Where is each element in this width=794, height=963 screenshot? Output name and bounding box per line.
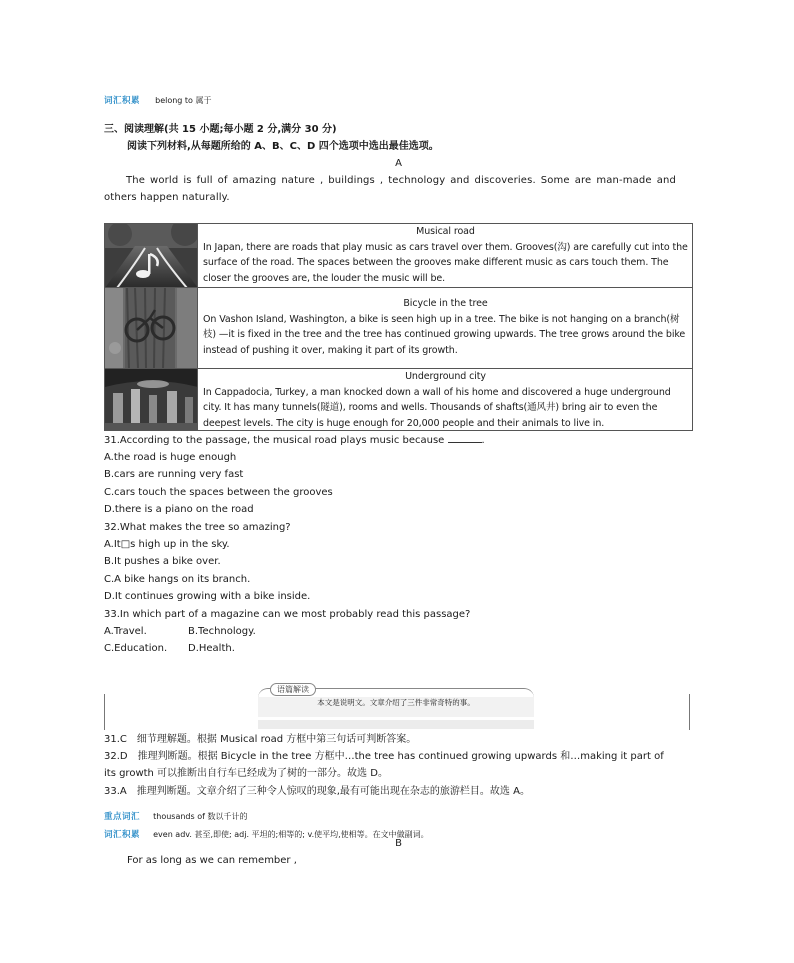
section-instruction: 阅读下列材料,从每题所给的 A、B、C、D 四个选项中选出最佳选项。	[127, 141, 439, 152]
key-vocab-note	[104, 804, 247, 823]
option: B.It pushes a bike over.	[104, 556, 221, 567]
question-33: 33.In which part of a magazine can we most probably read this passage?	[104, 609, 471, 620]
option: D.Health.	[188, 643, 235, 654]
bicycle-tree-title: Bicycle in the tree	[403, 298, 488, 309]
musical-road-text	[203, 224, 688, 286]
language-box-content: 本文是说明文。文章介绍了三件非常奇特的事。	[258, 697, 534, 717]
option: D.there is a piano on the road	[104, 504, 254, 515]
underground-city-text	[203, 369, 688, 431]
answer-32: 32.D 推理判断题。根据 Bicycle in the tree 方框中…the tree has continued growing upwards 和…making it part of	[104, 751, 664, 762]
option: A.It□s high up in the sky.	[104, 539, 230, 550]
passage-a-intro: The world is full of amazing nature , buildings , technology and discoveries. Some are man-made and others happen naturally.	[104, 175, 676, 203]
passage-b-letter: B	[395, 838, 402, 849]
box-shade	[258, 720, 534, 729]
musical-road-photo	[105, 224, 198, 287]
musical-road-line: surface of the road. The spaces between the grooves make different music as cars touch them. The	[203, 257, 669, 269]
language-analysis-box	[104, 686, 690, 730]
answer-33: 33.A 推理判断题。文章介绍了三种令人惊叹的现象,最有可能出现在杂志的旅游栏目。故选 A。	[104, 786, 530, 797]
table-row	[105, 224, 692, 288]
underground-city-line: city. It has many tunnels(隧道), rooms and wells. Thousands of shafts(通风井) bring air to even the	[203, 402, 658, 414]
vocab-tag: 词汇积累	[104, 96, 141, 106]
question-32: 32.What makes the tree so amazing?	[104, 522, 291, 533]
bicycle-tree-photo	[105, 288, 198, 368]
bicycle-tree-line: 枝) —it is fixed in the tree and the tree has continued growing upwards. The tree grows around the bike	[203, 329, 686, 341]
underground-city-line: deepest levels. The city is huge enough for 20,000 people and their animals to live in.	[203, 417, 605, 429]
question-stem: 31.According to the passage, the musical road plays music because	[104, 435, 445, 446]
musical-road-title: Musical road	[416, 226, 475, 237]
vocab-note	[104, 88, 212, 107]
bicycle-tree-line: instead of pushing it over, making it part of its growth.	[203, 344, 458, 356]
table-row	[105, 288, 692, 369]
table-row	[105, 369, 692, 430]
box-left-border	[104, 694, 105, 730]
passage-table	[104, 223, 693, 431]
underground-city-line: In Cappadocia, Turkey, a man knocked down a wall of his home and discovered a huge underground	[203, 386, 671, 398]
key-vocab-tag: 重点词汇	[104, 812, 141, 822]
option: C.cars touch the spaces between the grooves	[104, 487, 333, 498]
option: B.Technology.	[188, 626, 256, 637]
underground-city-photo	[105, 369, 198, 430]
vocab-text-2: even adv. 甚至,即使; adj. 平坦的;相等的; v.使平均,使相等。在文中做副词。	[153, 830, 429, 839]
answer-31: 31.C 细节理解题。根据 Musical road 方框中第三句话可判断答案。	[104, 734, 417, 745]
question-31: 31.According to the passage, the musical road plays music because .	[104, 432, 485, 449]
box-right-border	[689, 694, 690, 730]
passage-b-first-line: For as long as we can remember ,	[127, 855, 297, 866]
option: A.the road is huge enough	[104, 452, 237, 463]
musical-road-line: closer the grooves are, the louder the music will be.	[203, 272, 446, 284]
key-vocab-text: thousands of 数以千计的	[153, 812, 248, 821]
bicycle-tree-line: On Vashon Island, Washington, a bike is seen high up in a tree. The bike is not hanging on a branch(树	[203, 313, 680, 325]
language-box-label: 语篇解读	[270, 683, 316, 696]
passage-a-letter: A	[395, 158, 402, 169]
bicycle-tree-text	[203, 296, 688, 358]
underground-city-title: Underground city	[405, 371, 486, 382]
musical-road-line: In Japan, there are roads that play music as cars travel over them. Grooves(沟) are carefully cut into the	[203, 241, 688, 253]
option: C.A bike hangs on its branch.	[104, 574, 251, 585]
answer-blank	[448, 432, 482, 443]
answer-32-cont: its growth 可以推断出自行车已经成为了树的一部分。故选 D。	[104, 768, 388, 779]
vocab-tag-2: 词汇积累	[104, 830, 141, 840]
option: C.Education.	[104, 643, 168, 654]
option: D.It continues growing with a bike inside.	[104, 591, 311, 602]
option: A.Travel.	[104, 626, 147, 637]
section-heading: 三、阅读理解(共 15 小题;每小题 2 分,满分 30 分)	[104, 124, 337, 135]
vocab-text: belong to 属于	[155, 96, 212, 105]
option: B.cars are running very fast	[104, 469, 244, 480]
